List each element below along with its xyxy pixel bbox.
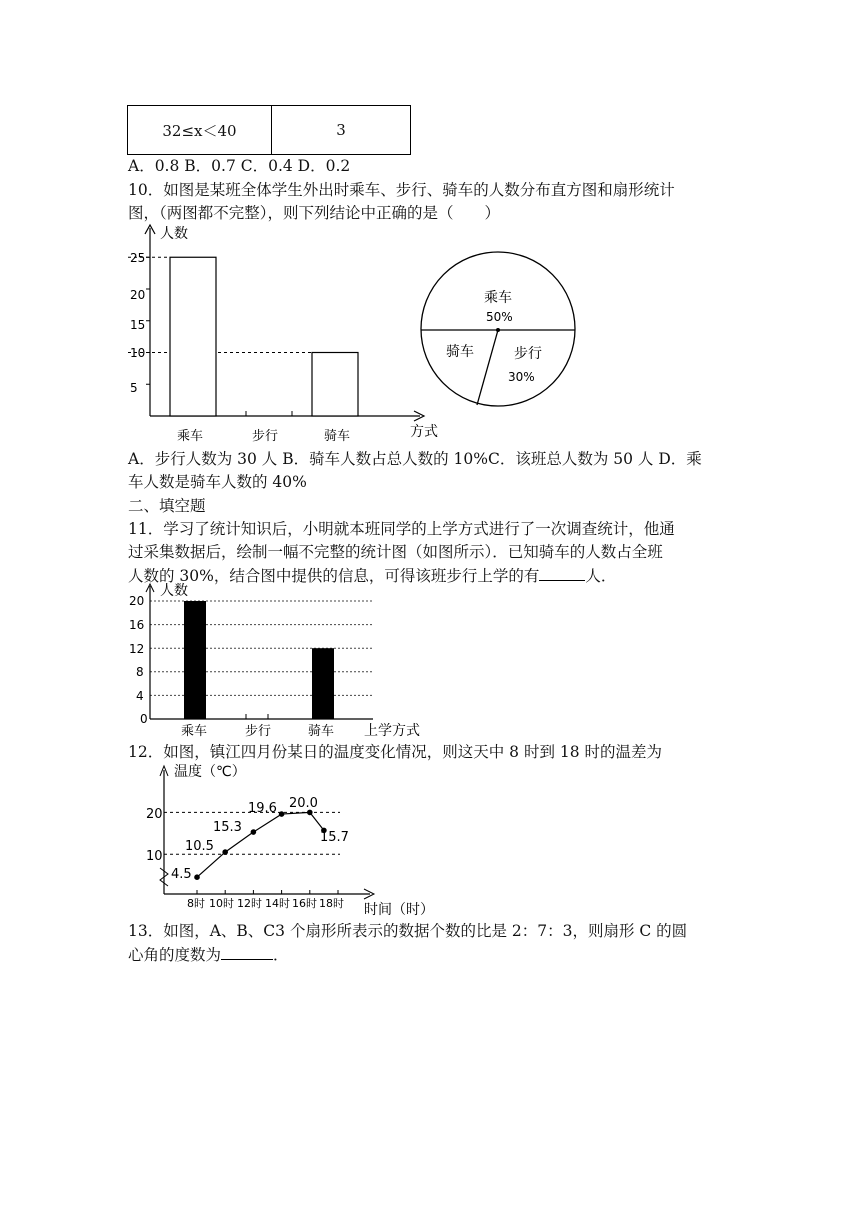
q12-line-chart <box>140 760 450 920</box>
q10-stem-line1: 10．如图是某班全体学生外出时乘车、步行、骑车的人数分布直方图和扇形统计 <box>128 181 675 199</box>
pie-percent-ride: 50% <box>486 310 513 324</box>
bar-2 <box>312 648 334 719</box>
q12-xtick-14: 14时 <box>265 897 290 910</box>
q10-bar-cat-1: 步行 <box>252 429 279 444</box>
q12-data-label-1: 10.5 <box>185 839 214 854</box>
q12-xtick-18: 18时 <box>319 897 344 910</box>
q10-pie-chart <box>420 250 580 410</box>
pie-label-bike: 骑车 <box>446 344 474 360</box>
q11-bar-ytick-0: 0 <box>140 712 148 726</box>
q10-bar-chart <box>128 222 448 447</box>
q12-xtick-8: 8时 <box>187 897 205 910</box>
q12-data-label-4: 20.0 <box>289 796 318 811</box>
q11-bar-ytick-20: 20 <box>129 594 145 608</box>
bar-0 <box>184 601 206 719</box>
table-row <box>128 106 411 155</box>
answer-blank-q13[interactable] <box>221 944 273 960</box>
q12-line-xlabel: 时间（时） <box>364 902 434 918</box>
pie-center <box>496 328 500 332</box>
data-point-3 <box>279 811 285 817</box>
q11-line3-text: 人数的 30%，结合图中提供的信息，可得该班步行上学的有 <box>128 567 540 585</box>
q12-xtick-12: 12时 <box>237 897 262 910</box>
bar-2 <box>312 353 358 417</box>
table-cell-count: 3 <box>272 106 411 155</box>
frequency-table <box>127 105 411 155</box>
q11-bar-ytick-16: 16 <box>129 618 145 632</box>
answer-blank[interactable] <box>539 565 585 581</box>
q11-bar-cat-2: 骑车 <box>308 724 335 739</box>
table-cell-range: 32≤x＜40 <box>128 106 272 155</box>
section-heading: 二、填空题 <box>128 497 206 515</box>
q10-bar-ytick-25: 25 <box>130 251 146 265</box>
q13-line2 <box>128 944 289 967</box>
q11-bar-ytick-12: 12 <box>129 642 145 656</box>
q12-data-label-0: 4.5 <box>171 867 192 882</box>
pie-slice-boundary-lower <box>477 330 498 405</box>
q11-bar-ylabel: 人数 <box>160 583 188 599</box>
q10-bar-ytick-15: 15 <box>130 318 146 332</box>
q11-bar-xlabel: 上学方式 <box>364 723 420 739</box>
q13-line1: 13．如图，A、B、C3 个扇形所表示的数据个数的比是 2：7：3，则扇形 C 的圆 <box>128 922 688 940</box>
q10-bar-ylabel: 人数 <box>160 226 188 242</box>
q10-options-line1: A．步行人数为 30 人 B．骑车人数占总人数的 10%C．该班总人数为 50 人 D．乘 <box>128 450 702 468</box>
q12-xtick-10: 10时 <box>209 897 234 910</box>
q12-data-label-2: 15.3 <box>213 820 242 835</box>
pie-label-ride: 乘车 <box>484 290 512 306</box>
q10-bar-ytick-20: 20 <box>130 288 146 302</box>
data-point-0 <box>194 874 200 880</box>
q10-bar-ytick-10: 10 <box>130 346 146 360</box>
q12-line-ytick-10: 10 <box>146 849 163 864</box>
q11-bar-ytick-8: 8 <box>136 665 144 679</box>
data-point-1 <box>222 849 228 855</box>
q12-line1: 12．如图，镇江四月份某日的温度变化情况，则这天中 8 时到 18 时的温差为 <box>128 743 663 761</box>
q12-line-ytick-20: 20 <box>146 807 163 822</box>
q10-bar-cat-0: 乘车 <box>177 429 204 444</box>
q11-line3-end: 人． <box>585 567 617 585</box>
q10-options-line2: 车人数是骑车人数的 40% <box>128 473 307 491</box>
q11-bar-cat-0: 乘车 <box>181 724 208 739</box>
q10-bar-xlabel: 方式 <box>410 424 438 440</box>
pie-label-walk: 步行 <box>514 346 542 362</box>
q11-line2: 过采集数据后，绘制一幅不完整的统计图（如图所示）．已知骑车的人数占全班 <box>128 543 663 561</box>
q10-bar-ytick-5: 5 <box>130 381 138 395</box>
q11-bar-ytick-4: 4 <box>136 689 144 703</box>
q11-bar-chart <box>128 582 428 742</box>
q12-data-label-5: 15.7 <box>320 830 349 845</box>
q12-line-ylabel: 温度（℃） <box>174 764 246 780</box>
bar-0 <box>170 257 216 416</box>
q12-xtick-16: 16时 <box>292 897 317 910</box>
y-axis-break <box>160 868 168 886</box>
q10-stem-line2: 图，（两图都不完整），则下列结论中正确的是（ ） <box>128 204 501 222</box>
data-point-2 <box>251 829 257 835</box>
q11-bar-cat-1: 步行 <box>245 724 272 739</box>
q10-bar-cat-2: 骑车 <box>324 429 351 444</box>
q11-line1: 11．学习了统计知识后，小明就本班同学的上学方式进行了一次调查统计，他通 <box>128 520 675 538</box>
q9-options: A．0.8 B．0.7 C．0.4 D．0.2 <box>128 157 351 175</box>
q13-line2-end: ． <box>273 946 289 964</box>
q12-data-label-3: 19.6 <box>248 801 277 816</box>
pie-percent-walk: 30% <box>508 370 535 384</box>
q13-line2-text: 心角的度数为 <box>128 946 222 964</box>
